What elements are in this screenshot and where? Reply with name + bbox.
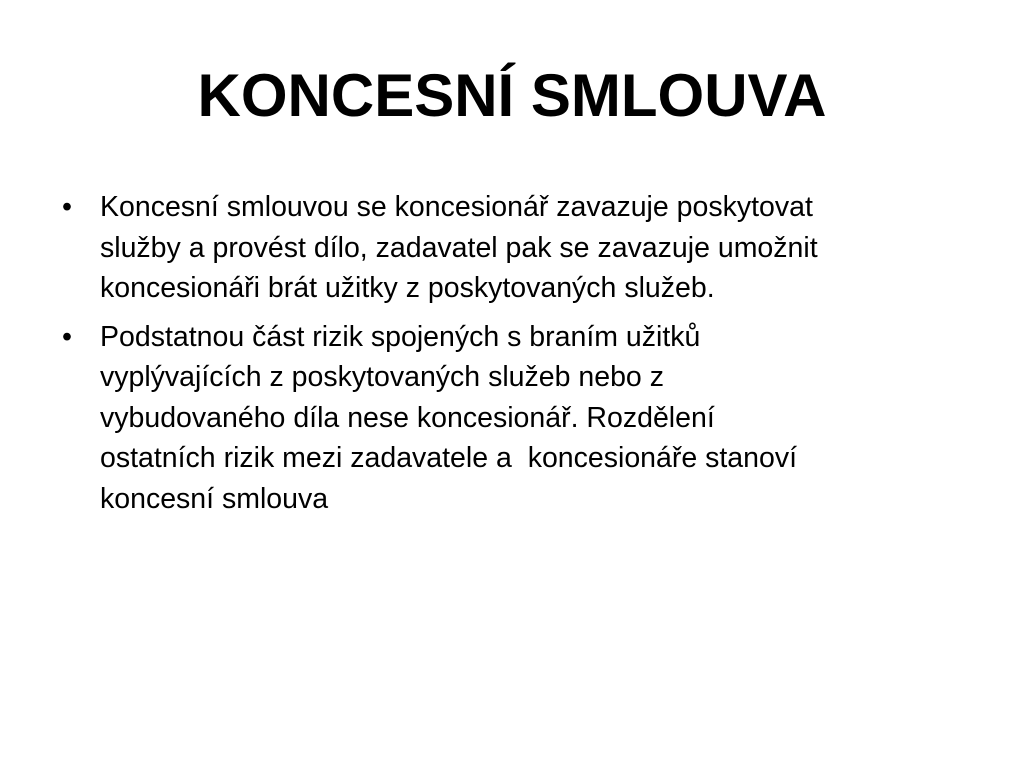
bullet-line: koncesní smlouva bbox=[100, 482, 329, 515]
bullet-line: Koncesní smlouvou se koncesionář zavazuje poskytovat bbox=[100, 191, 813, 223]
bullet-item bbox=[62, 317, 982, 520]
bullet-line: vybudovaného díla nese koncesionář. Rozdělení bbox=[100, 401, 715, 434]
bullet-line: Podstatnou část rizik spojených s braním užitků bbox=[100, 320, 701, 353]
bullet-item bbox=[62, 187, 982, 309]
slide-title: KONCESNÍ SMLOUVA bbox=[197, 62, 827, 129]
bullet-text bbox=[100, 187, 982, 309]
bullet-line: ostatních rizik mezi zadavatele a koncesionáře stanoví bbox=[100, 442, 798, 474]
bullet-text bbox=[100, 317, 982, 520]
bullet-line: vyplývajících z poskytovaných služeb nebo z bbox=[100, 361, 664, 393]
bullet-dot-icon: • bbox=[62, 320, 72, 353]
bullet-list bbox=[62, 187, 982, 527]
bullet-line: služby a provést dílo, zadavatel pak se zavazuje umožnit bbox=[100, 231, 818, 264]
bullet-line: koncesionáři brát užitky z poskytovaných služeb. bbox=[100, 272, 715, 304]
bullet-dot-icon: • bbox=[62, 191, 72, 223]
